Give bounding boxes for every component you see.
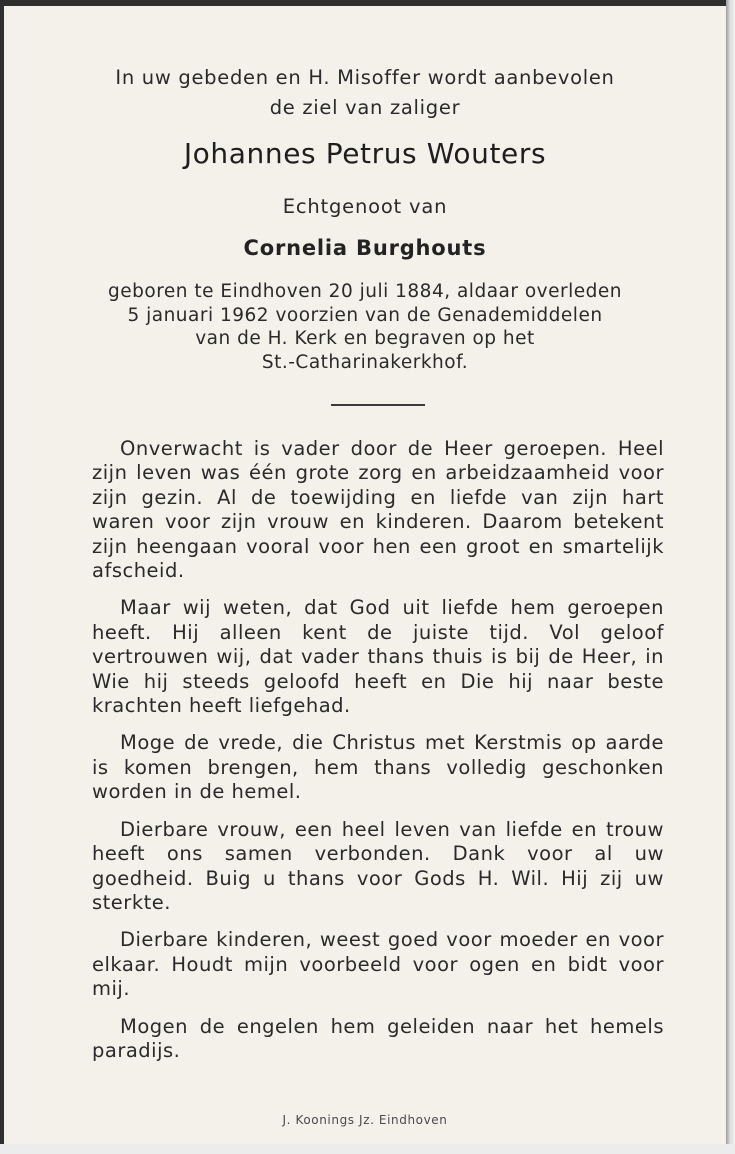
details-line-3: van de H. Kerk en begraven op het bbox=[195, 328, 535, 349]
section-divider bbox=[331, 404, 425, 406]
paragraph-4: Dierbare vrouw, een heel leven van liefde en trouw heeft ons samen verbonden. Dank voor al uw goedheid. Buig u thans voor Gods H. Wil. Hij zij uw sterkte. bbox=[92, 817, 664, 914]
deceased-name: Johannes Petrus Wouters bbox=[183, 137, 547, 170]
details-line-2: 5 januari 1962 voorzien van de Genademiddelen bbox=[127, 304, 603, 326]
spouse-name: Cornelia Burghouts bbox=[243, 236, 487, 260]
intro-line-2: de ziel van zaliger bbox=[269, 96, 461, 119]
paragraph-2: Maar wij weten, dat God uit liefde hem geroepen heeft. Hij alleen kent de juiste tijd. Vol geloof vertrouwen wij, dat vader thans thuis is bij de Heer, in Wie hij steeds geloofd heeft en Die hij naar beste krachten heeft liefgehad. bbox=[92, 596, 664, 718]
details-line-1: geboren te Eindhoven 20 juli 1884, aldaar overleden bbox=[108, 281, 622, 302]
memorial-text bbox=[92, 437, 664, 1076]
paragraph-6: Mogen de engelen hem geleiden naar het hemels paradijs. bbox=[92, 1014, 664, 1062]
details-line-4: St.-Catharinakerkhof. bbox=[261, 351, 469, 373]
intro-text bbox=[44, 63, 686, 123]
card-bottom-edge bbox=[0, 1144, 735, 1154]
memorial-card bbox=[4, 6, 726, 1144]
card-right-edge bbox=[726, 0, 735, 1154]
spouse-label: Echtgenoot van bbox=[282, 195, 448, 218]
printer-imprint: J. Koonings Jz. Eindhoven bbox=[282, 1113, 448, 1127]
paragraph-5: Dierbare kinderen, weest goed voor moeder en voor elkaar. Houdt mijn voorbeeld voor ogen en bidt voor mij. bbox=[92, 928, 664, 1001]
birth-death-details bbox=[44, 280, 686, 374]
paragraph-3: Moge de vrede, die Christus met Kerstmis op aarde is komen brengen, hem thans volledig geschonken worden in de hemel. bbox=[92, 731, 664, 804]
paragraph-1: Onverwacht is vader door de Heer geroepen. Heel zijn leven was één grote zorg en arbeidzaamheid voor zijn gezin. Al de toewijding en liefde van zijn hart waren voor zijn vrouw en kinderen. Daarom betekent zijn heengaan vooral voor hen een groot en smartelijk afscheid. bbox=[92, 437, 664, 583]
intro-line-1: In uw gebeden en H. Misoffer wordt aanbevolen bbox=[115, 66, 615, 89]
